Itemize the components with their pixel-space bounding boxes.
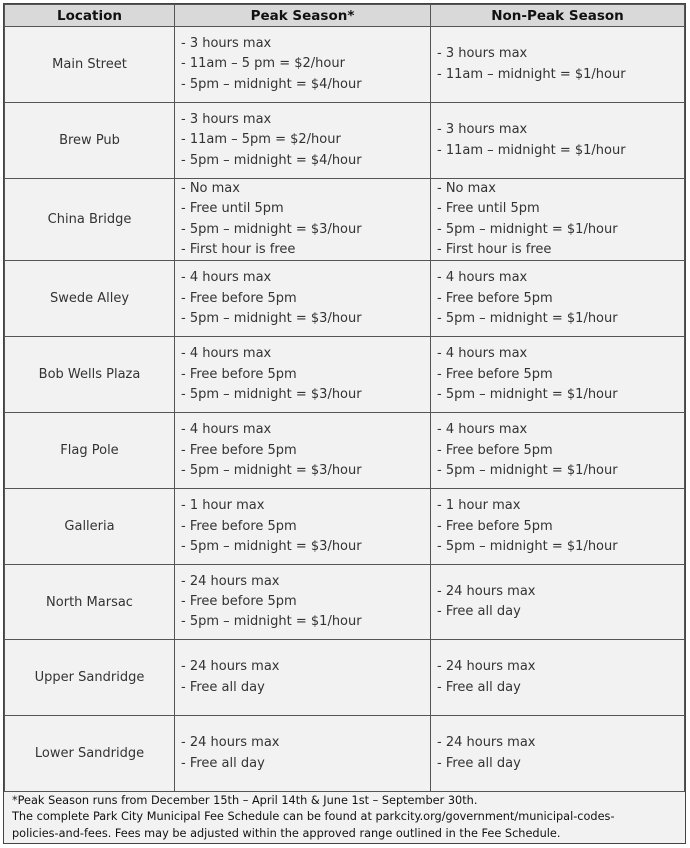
peak-season-cell [175,261,431,337]
location-cell: Main Street [5,27,175,103]
fee-rule-line: - 24 hours max [437,583,536,599]
non-peak-season-cell [431,27,685,103]
fee-rule-line: - 4 hours max [181,346,272,362]
fee-rule-line: - 4 hours max [437,422,528,438]
header-non-peak-season: Non-Peak Season [431,5,685,27]
fee-rule-line: - 11am – midnight = $1/hour [437,66,626,82]
table-row [5,179,685,261]
fee-rule-line: - No max [437,181,496,196]
fee-rule-line: - Free until 5pm [437,201,540,217]
fee-rule-line: - 3 hours max [181,112,272,128]
table-row [5,489,685,565]
fee-rule-line: - First hour is free [437,241,552,257]
fee-rule-line: - 5pm – midnight = $1/hour [437,462,618,478]
peak-season-cell [175,179,431,261]
table-row [5,565,685,640]
peak-season-cell [175,413,431,489]
parking-fee-table [4,4,685,792]
fee-rule-line: - 5pm – midnight = $1/hour [437,310,618,326]
fee-rule-line: - 11am – 5pm = $2/hour [181,132,341,148]
location-cell: Brew Pub [5,103,175,179]
fee-rule-line: - 5pm – midnight = $3/hour [181,462,362,478]
non-peak-season-cell [431,489,685,565]
fee-rule-line: - Free before 5pm [181,518,297,534]
fee-rule-line: - 11am – midnight = $1/hour [437,142,626,158]
footnote-line: *Peak Season runs from December 15th – April 14th & June 1st – September 30th. [12,794,478,808]
fee-rule-line: - No max [181,181,240,196]
fee-rule-line: - Free before 5pm [437,518,553,534]
fee-rule-line: - Free all day [181,679,265,695]
fee-rule-line: - 5pm – midnight = $1/hour [437,221,618,237]
fee-rule-line: - Free before 5pm [437,366,553,382]
peak-season-cell [175,565,431,640]
fee-rule-line: - Free all day [437,604,521,620]
fee-rule-line: - 5pm – midnight = $3/hour [181,538,362,554]
peak-season-cell [175,27,431,103]
fee-rule-line: - 5pm – midnight = $1/hour [437,386,618,402]
non-peak-season-cell [431,337,685,413]
table-row [5,27,685,103]
fee-rule-line: - Free before 5pm [181,366,297,382]
location-cell: Flag Pole [5,413,175,489]
header-location: Location [5,5,175,27]
fee-rule-line: - 5pm – midnight = $4/hour [181,152,362,168]
fee-rule-line: - Free before 5pm [181,594,297,610]
fee-rule-line: - 5pm – midnight = $3/hour [181,310,362,326]
fee-rule-line: - Free all day [181,755,265,771]
footnote-line: The complete Park City Municipal Fee Schedule can be found at parkcity.org/government/municipal-codes- [12,810,615,824]
non-peak-season-cell [431,261,685,337]
header-row [5,5,685,27]
fee-rule-line: - 4 hours max [181,422,272,438]
peak-season-cell [175,716,431,792]
fee-rule-line: - 24 hours max [437,735,536,751]
location-cell: North Marsac [5,565,175,640]
location-cell: China Bridge [5,179,175,261]
non-peak-season-cell [431,413,685,489]
table-row [5,337,685,413]
table-row [5,716,685,792]
fee-rule-line: - 24 hours max [437,659,536,675]
fee-rule-line: - Free before 5pm [437,442,553,458]
non-peak-season-cell [431,179,685,261]
fee-rule-line: - First hour is free [181,241,296,257]
table-row [5,103,685,179]
fee-rule-line: - Free all day [437,679,521,695]
parking-fee-table-document [3,3,686,844]
fee-rule-line: - 1 hour max [437,498,521,514]
location-cell: Lower Sandridge [5,716,175,792]
peak-season-cell [175,103,431,179]
fee-rule-line: - 5pm – midnight = $3/hour [181,221,362,237]
fee-rule-line: - 5pm – midnight = $1/hour [181,614,362,630]
fee-rule-line: - 3 hours max [437,122,528,138]
table-row [5,413,685,489]
location-cell: Bob Wells Plaza [5,337,175,413]
fee-rule-line: - 5pm – midnight = $4/hour [181,76,362,92]
non-peak-season-cell [431,716,685,792]
location-cell: Upper Sandridge [5,640,175,716]
fee-rule-line: - 3 hours max [437,46,528,62]
header-peak-season: Peak Season* [175,5,431,27]
fee-rule-line: - Free before 5pm [181,442,297,458]
location-cell: Galleria [5,489,175,565]
non-peak-season-cell [431,640,685,716]
non-peak-season-cell [431,565,685,640]
fee-rule-line: - Free until 5pm [181,201,284,217]
footnote-line: policies-and-fees. Fees may be adjusted within the approved range outlined in the Fee Schedule. [12,826,561,840]
fee-rule-line: - 5pm – midnight = $1/hour [437,538,618,554]
fee-rule-line: - 1 hour max [181,498,265,514]
peak-season-cell [175,337,431,413]
fee-rule-line: - 3 hours max [181,36,272,52]
footnote [4,792,685,842]
fee-rule-line: - 5pm – midnight = $3/hour [181,386,362,402]
peak-season-cell [175,489,431,565]
fee-rule-line: - 24 hours max [181,735,280,751]
peak-season-cell [175,640,431,716]
non-peak-season-cell [431,103,685,179]
fee-rule-line: - Free all day [437,755,521,771]
fee-rule-line: - 24 hours max [181,573,280,589]
fee-rule-line: - 11am – 5 pm = $2/hour [181,56,345,72]
fee-rule-line: - 24 hours max [181,659,280,675]
location-cell: Swede Alley [5,261,175,337]
fee-rule-line: - Free before 5pm [181,290,297,306]
fee-rule-line: - 4 hours max [437,270,528,286]
fee-rule-line: - 4 hours max [437,346,528,362]
table-row [5,640,685,716]
table-row [5,261,685,337]
fee-rule-line: - Free before 5pm [437,290,553,306]
fee-rule-line: - 4 hours max [181,270,272,286]
